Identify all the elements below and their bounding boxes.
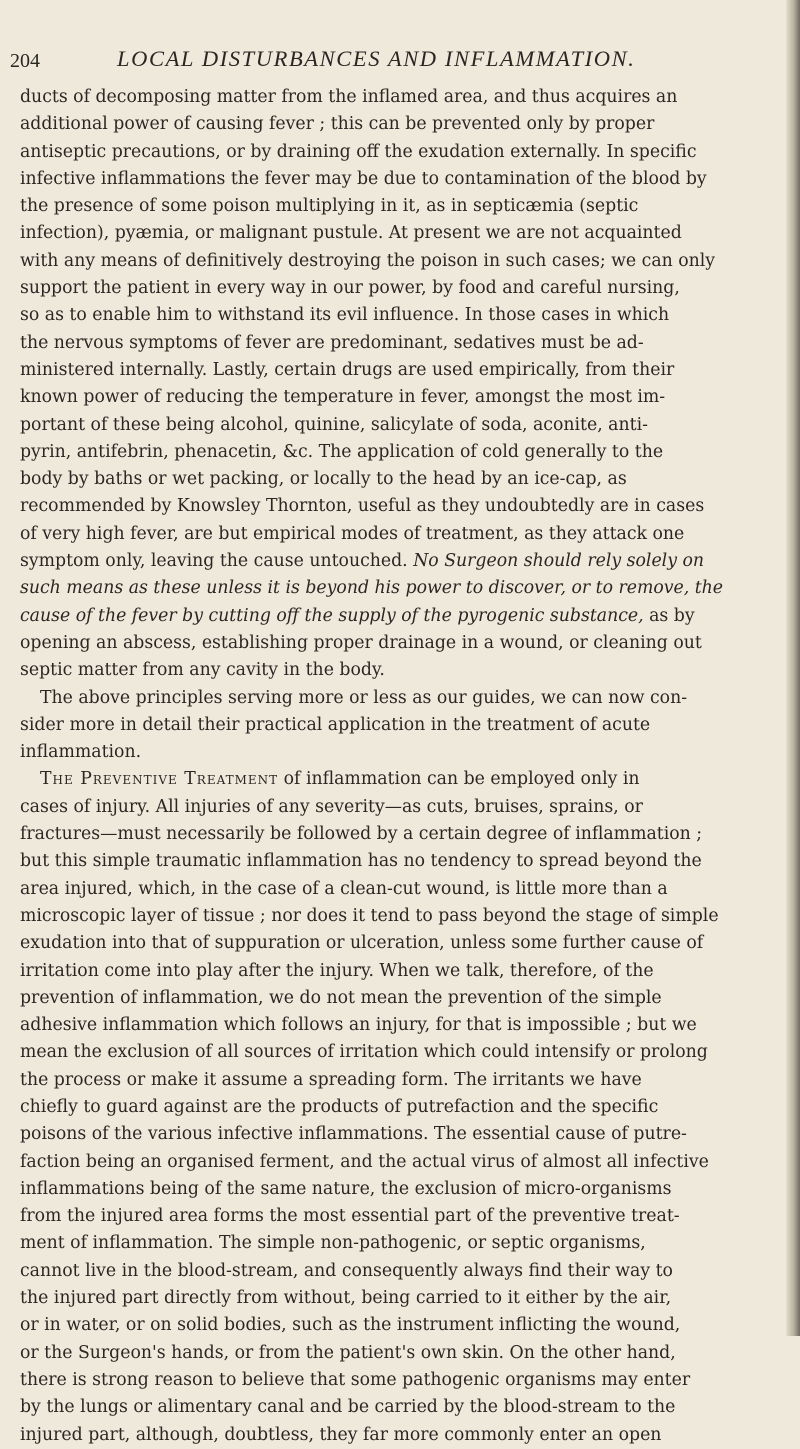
text-run: prevention of inflammation, we do not mean the prevention of the simple — [20, 987, 662, 1008]
text-run: but this simple traumatic inflammation has no tendency to spread beyond the — [20, 851, 702, 872]
text-run: symptom only, leaving the cause untouched. — [20, 551, 414, 572]
text-run: portant of these being alcohol, quinine, salicylate of soda, aconite, anti- — [20, 414, 648, 435]
text-line — [20, 493, 780, 520]
text-run: the process or make it assume a spreading form. The irritants we have — [20, 1069, 642, 1090]
text-run: area injured, which, in the case of a clean-cut wound, is little more than a — [20, 878, 668, 899]
page-edge-shadow — [786, 0, 800, 1336]
text-line — [20, 1203, 780, 1230]
text-run: the nervous symptoms of fever are predominant, sedatives must be ad- — [20, 332, 644, 353]
text-line — [20, 548, 780, 575]
text-run: septic matter from any cavity in the body. — [20, 660, 385, 681]
text-run: or the Surgeon's hands, or from the patient's own skin. On the other hand, — [20, 1342, 676, 1363]
text-run: support the patient in every way in our power, by food and careful nursing, — [20, 278, 680, 299]
text-run: additional power of causing fever ; this can be prevented only by proper — [20, 114, 655, 135]
text-run: antiseptic precautions, or by draining off the exudation externally. In specific — [20, 141, 697, 162]
text-run: with any means of definitively destroying the poison in such cases; we can only — [20, 250, 716, 271]
text-run: the injured part directly from without, being carried to it either by the air, — [20, 1288, 672, 1309]
text-run: ducts of decomposing matter from the inflamed area, and thus acquires an — [20, 87, 678, 107]
text-line — [20, 1285, 780, 1312]
text-line — [20, 766, 780, 793]
text-run: chiefly to guard against are the products of putrefaction and the specific — [20, 1096, 659, 1117]
text-line — [20, 657, 780, 684]
text-run: faction being an organised ferment, and the actual virus of almost all infective — [20, 1151, 709, 1172]
text-run: The above principles serving more or less as our guides, we can now con- — [40, 687, 688, 708]
text-line — [20, 1094, 780, 1121]
text-line — [20, 1258, 780, 1285]
text-line — [20, 848, 780, 875]
italic-run: cause of the fever by cutting off the supply of the pyrogenic substance, — [20, 605, 644, 626]
text-run: as by — [643, 605, 695, 626]
text-line — [20, 821, 780, 848]
running-title: LOCAL DISTURBANCES AND INFLAMMATION. — [117, 46, 636, 71]
text-run: known power of reducing the temperature in fever, amongst the most im- — [20, 387, 666, 408]
text-line — [20, 1039, 780, 1066]
text-line — [20, 603, 780, 630]
text-line — [20, 794, 780, 821]
text-line — [20, 985, 780, 1012]
text-run: ment of inflammation. The simple non-pathogenic, or septic organisms, — [20, 1233, 646, 1254]
body-text — [20, 84, 780, 1449]
text-line — [20, 193, 780, 220]
text-line — [20, 139, 780, 166]
text-line — [20, 357, 780, 384]
italic-run: No Surgeon should rely solely on — [413, 551, 704, 572]
page-number: 204 — [10, 50, 40, 72]
text-line — [20, 958, 780, 985]
text-run: so as to enable him to withstand its evil influence. In those cases in which — [20, 305, 670, 326]
text-run: of very high fever, are but empirical modes of treatment, as they attack one — [20, 523, 685, 544]
text-line — [20, 630, 780, 657]
text-run: inflammations being of the same nature, the exclusion of micro-organisms — [20, 1178, 672, 1199]
italic-run: such means as these unless it is beyond his power to discover, or to remove, the — [20, 578, 724, 599]
text-line — [20, 575, 780, 602]
small-caps-run: The Preventive Treatment — [40, 769, 279, 790]
text-line — [20, 439, 780, 466]
text-run: adhesive inflammation which follows an injury, for that is impossible ; but we — [20, 1015, 697, 1036]
text-run: by the lungs or alimentary canal and be carried by the blood-stream to the — [20, 1397, 676, 1418]
text-run: poisons of the various infective inflammations. The essential cause of putre- — [20, 1124, 687, 1145]
text-line — [20, 739, 780, 766]
text-line — [20, 330, 780, 357]
text-run: infection), pyæmia, or malignant pustule. At present we are not acquainted — [20, 223, 682, 244]
text-line — [20, 930, 780, 957]
text-line — [20, 712, 780, 739]
text-line — [20, 111, 780, 138]
text-line — [20, 1422, 780, 1449]
text-line — [20, 248, 780, 275]
text-run: exudation into that of suppuration or ulceration, unless some further cause of — [20, 933, 704, 954]
text-line — [20, 876, 780, 903]
text-line — [20, 1067, 780, 1094]
text-line — [20, 84, 780, 111]
text-run: inflammation. — [20, 742, 142, 763]
text-run: ministered internally. Lastly, certain drugs are used empirically, from their — [20, 359, 675, 380]
text-run: cases of injury. All injuries of any severity—as cuts, bruises, sprains, or — [20, 796, 643, 817]
text-line — [20, 1012, 780, 1039]
text-line — [20, 1176, 780, 1203]
text-run: microscopic layer of tissue ; nor does it tend to pass beyond the stage of simple — [20, 905, 719, 926]
text-line — [20, 412, 780, 439]
text-run: fractures—must necessarily be followed by a certain degree of inflammation ; — [20, 824, 703, 845]
text-line — [20, 1340, 780, 1367]
text-line — [20, 1121, 780, 1148]
text-line — [20, 903, 780, 930]
text-line — [20, 1149, 780, 1176]
text-line — [20, 302, 780, 329]
text-line — [20, 521, 780, 548]
text-run: injured part, although, doubtless, they far more commonly enter an open — [20, 1424, 662, 1445]
text-line — [20, 1367, 780, 1394]
text-line — [20, 384, 780, 411]
text-run: irritation come into play after the injury. When we talk, therefore, of the — [20, 960, 654, 981]
text-run: sider more in detail their practical application in the treatment of acute — [20, 714, 651, 735]
text-run: or in water, or on solid bodies, such as the instrument inflicting the wound, — [20, 1315, 681, 1336]
text-run: pyrin, antifebrin, phenacetin, &c. The application of cold generally to the — [20, 441, 664, 462]
text-run: the presence of some poison multiplying in it, as in septicæmia (septic — [20, 196, 639, 217]
text-line — [20, 466, 780, 493]
text-run: opening an abscess, establishing proper drainage in a wound, or cleaning out — [20, 632, 702, 653]
text-line — [20, 1230, 780, 1257]
text-line — [20, 275, 780, 302]
text-line — [20, 166, 780, 193]
text-run: recommended by Knowsley Thornton, useful as they undoubtedly are in cases — [20, 496, 705, 517]
text-run: there is strong reason to believe that some pathogenic organisms may enter — [20, 1369, 691, 1390]
page-header — [10, 46, 780, 80]
text-run: body by baths or wet packing, or locally to the head by an ice-cap, as — [20, 469, 627, 490]
text-line — [20, 220, 780, 247]
text-run: mean the exclusion of all sources of irritation which could intensify or prolong — [20, 1042, 708, 1063]
text-run: infective inflammations the fever may be due to contamination of the blood by — [20, 168, 707, 189]
text-run: of inflammation can be employed only in — [278, 769, 640, 790]
text-run: from the injured area forms the most essential part of the preventive treat- — [20, 1206, 680, 1227]
text-line — [20, 685, 780, 712]
text-run: cannot live in the blood-stream, and consequently always find their way to — [20, 1260, 673, 1281]
text-line — [20, 1394, 780, 1421]
